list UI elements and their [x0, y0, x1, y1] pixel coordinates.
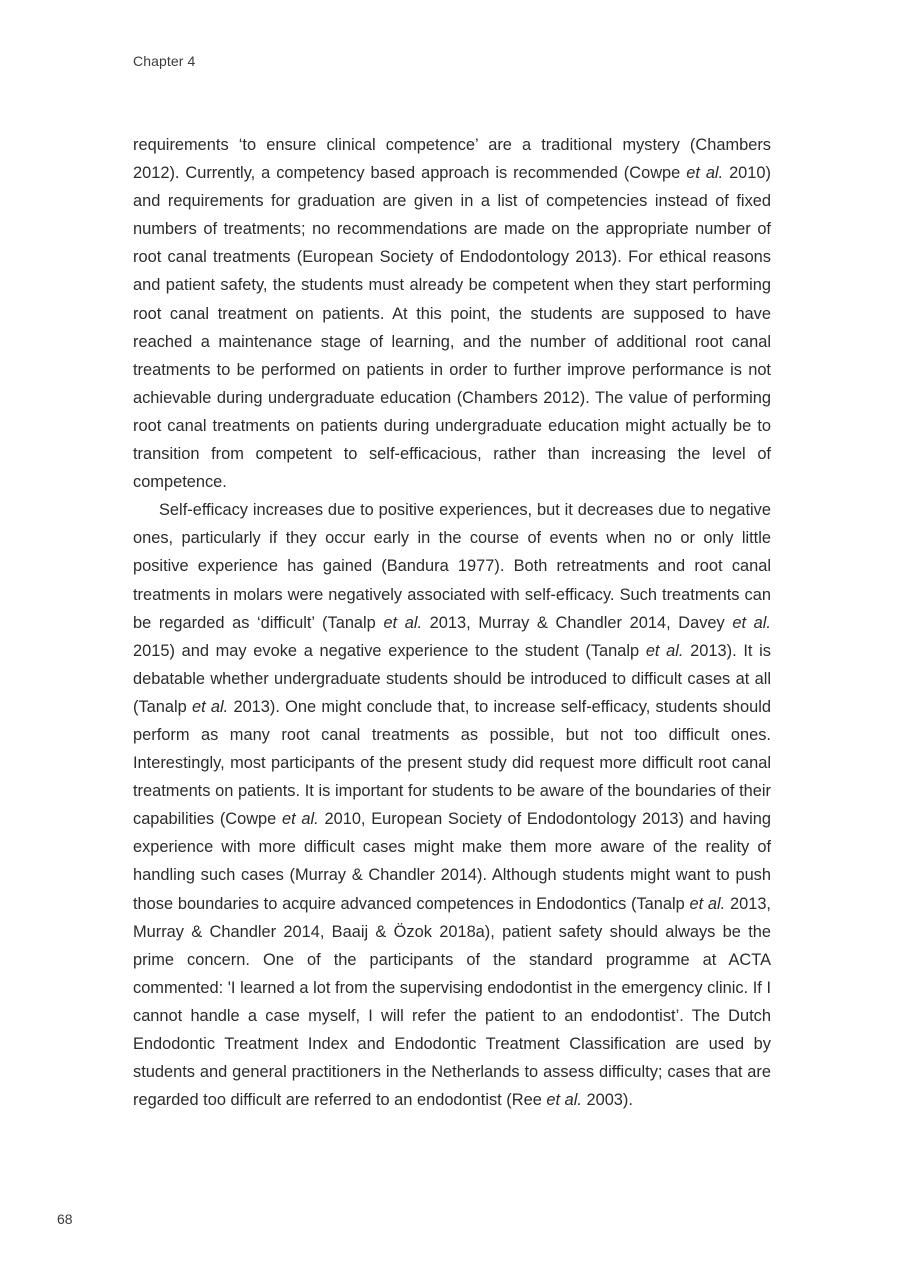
italic-text-segment: et al.	[546, 1091, 582, 1110]
text-segment: 2013, Murray & Chandler 2014, Baaij & Özok 2018a), patient safety should always be the prime concern. One of the participants of the standard programme at ACTA commented: 'I learned a lot from the supervising endodontist in the emergency clinic. If I cannot handle a case myself, I will refer the patient to an endodontist’. The Dutch Endodontic Treatment Index and Endodontic Treatment Classification are used by students and general practitioners in the Netherlands to assess difficulty; cases that are regarded too difficult are referred to an endodontist (Ree	[133, 894, 771, 1110]
text-segment: 2003).	[581, 1091, 633, 1110]
text-segment: Self-efficacy increases due to positive experiences, but it decreases due to negative ones, particularly if they occur early in the course of events when no or only little positive experience has gained (Bandura 1977). Both retreatments and root canal treatments in molars were negatively associated with self-efficacy. Such treatments can be regarded as ‘difficult’ (Tanalp	[133, 501, 771, 632]
italic-text-segment: et al.	[732, 613, 771, 632]
text-segment: 2010, European Society of Endodontology 2013) and having experience with more difficult cases might make them more aware of the reality of handling such cases (Murray & Chandler 2014). Although students might want to push those boundaries to acquire advanced competences in Endodontics (Tanalp	[133, 810, 771, 913]
running-head: Chapter 4	[133, 53, 196, 69]
italic-text-segment: et al.	[282, 810, 319, 829]
italic-text-segment: et al.	[689, 894, 726, 913]
italic-text-segment: et al.	[686, 164, 724, 183]
text-segment: 2010) and requirements for graduation are given in a list of competencies instead of fixed numbers of treatments; no recommendations are made on the appropriate number of root canal treatments (European Society of Endodontology 2013). For ethical reasons and patient safety, the students must already be competent when they start performing root canal treatment on patients. At this point, the students are supposed to have reached a maintenance stage of learning, and the number of additional root canal treatments to be performed on patients in order to further improve performance is not achievable during undergraduate education (Chambers 2012). The value of performing root canal treatments on patients during undergraduate education might actually be to transition from competent to self-efficacious, rather than increasing the level of competence.	[133, 164, 771, 492]
text-segment: requirements ‘to ensure clinical competence’ are a traditional mystery (Chambers 2012). Currently, a competency based approach is recommended (Cowpe	[133, 136, 771, 183]
page-number: 68	[57, 1211, 73, 1227]
paragraph-2	[133, 496, 771, 1114]
paragraph-1	[133, 131, 771, 496]
text-segment: 2013). One might conclude that, to increase self-efficacy, students should perform as many root canal treatments as possible, but not too difficult ones. Interestingly, most participants of the present study did request more difficult root canal treatments on patients. It is important for students to be aware of the boundaries of their capabilities (Cowpe	[133, 697, 771, 829]
italic-text-segment: et al.	[383, 613, 423, 632]
text-segment: 2013, Murray & Chandler 2014, Davey	[422, 613, 733, 632]
text-segment: 2015) and may evoke a negative experience to the student (Tanalp	[133, 641, 646, 660]
body-text	[133, 131, 771, 1114]
italic-text-segment: et al.	[192, 697, 229, 716]
text-segment: 2013). It is debatable whether undergraduate students should be introduced to difficult cases at all (Tanalp	[133, 641, 771, 716]
italic-text-segment: et al.	[645, 641, 684, 660]
